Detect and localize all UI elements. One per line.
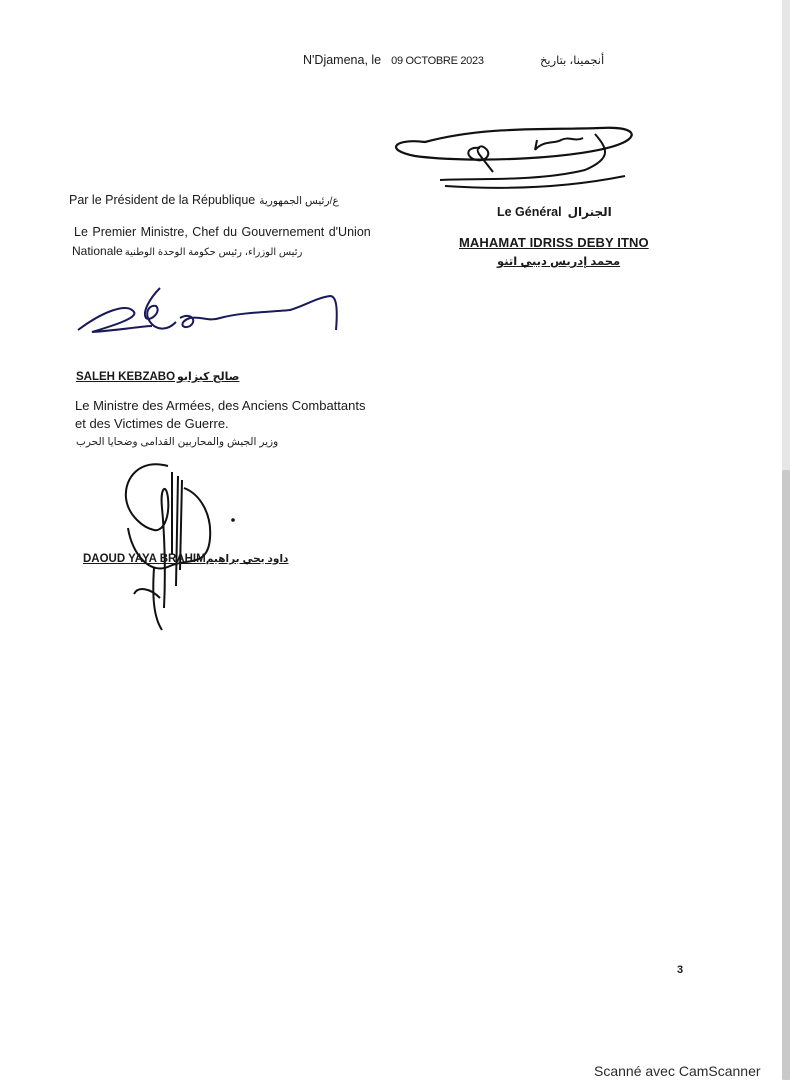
president-name-arabic: محمد إدريس ديبي اتنو <box>497 256 621 268</box>
vertical-scrollbar[interactable] <box>782 470 790 1080</box>
prime-minister-title-line2-fr: Nationale <box>72 244 123 258</box>
president-title <box>497 205 612 219</box>
prime-minister-signature <box>72 282 347 350</box>
minister-title-arabic: وزير الجيش والمحاربين القدامى وضحايا الحرب <box>76 436 279 448</box>
prime-minister-name-fr: SALEH KEBZABO <box>76 371 176 383</box>
minister-title-line1: Le Ministre des Armées, des Anciens Combattants <box>75 398 366 413</box>
for-president-line <box>69 193 339 207</box>
minister-name-fr: DAOUD YAYA BRAHIM <box>83 553 206 565</box>
scanner-footer: Scanné avec CamScanner <box>594 1063 761 1079</box>
minister-signature <box>110 458 250 638</box>
prime-minister-title-line2 <box>72 244 302 258</box>
prime-minister-title-arabic: رئيس الوزراء، رئيس حكومة الوحدة الوطنية <box>124 247 303 258</box>
prime-minister-name <box>76 370 239 383</box>
president-signature <box>385 118 645 198</box>
for-president-arabic: ع/رئيس الجمهورية <box>259 195 339 207</box>
for-president-fr: Par le Président de la République <box>69 193 256 207</box>
prime-minister-name-arabic: صالح كبزابو <box>177 371 240 383</box>
place-date-arabic: أنجمينا، بتاريخ <box>540 55 605 67</box>
president-title-arabic: الجنرال <box>567 205 612 219</box>
place-date <box>303 53 484 67</box>
place-date-prefix: N'Djamena, le <box>303 53 382 67</box>
minister-name <box>83 553 288 565</box>
minister-title-line2: et des Victimes de Guerre. <box>75 416 229 431</box>
president-name: MAHAMAT IDRISS DEBY ITNO <box>459 235 649 250</box>
page-number: 3 <box>677 964 684 976</box>
minister-name-arabic: داود يحي براهيم <box>205 553 289 565</box>
prime-minister-title-line1: Le Premier Ministre, Chef du Gouvernement d'Union <box>74 225 371 239</box>
date-value: 09 OCTOBRE 2023 <box>391 55 484 67</box>
president-title-fr: Le Général <box>497 205 562 219</box>
